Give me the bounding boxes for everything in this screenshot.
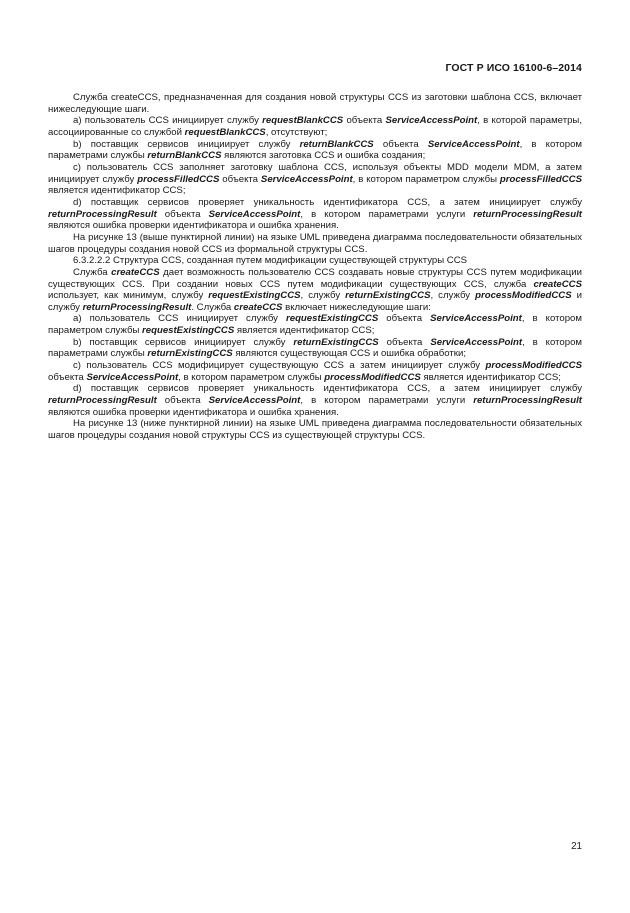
- paragraph-text: , отсутствуют;: [265, 126, 328, 138]
- paragraph-text: На рисунке 13 (ниже пунктирной линии) на языке UML приведена диаграмма последовательности обязательных шагов процедуры создания новой структуры CCS из существующей структуры CCS.: [48, 418, 582, 442]
- paragraph-text: использует, как минимум, службу: [48, 290, 209, 302]
- service-name: processModifiedCCS: [324, 371, 421, 383]
- paragraph-text: Служба createCCS, предназначенная для создания новой структуры CCS из заготовки шаблона CCS, включает нижеследующие шаги.: [48, 92, 582, 115]
- paragraph: [48, 115, 582, 138]
- paragraph-text: являются заготовка CCS и ошибка создания;: [221, 150, 426, 162]
- paragraph: [48, 267, 582, 314]
- paragraph-text: объекта: [156, 208, 209, 220]
- service-name: createCCS: [111, 266, 160, 278]
- paragraph-text: дает возможность пользователю CCS создавать новые структуры CCS путем модификации существующих CCS. При создании новых CCS путем модификации существующих CCS, служба: [48, 266, 583, 290]
- paragraph-text: объекта: [156, 395, 209, 407]
- paragraph-text: , в котором параметром службы: [48, 313, 582, 337]
- paragraph-text: d) поставщик сервисов проверяет уникальность идентификатора CCS, а затем инициирует службу: [73, 196, 582, 208]
- paragraph-text: , в котором параметрами службы: [48, 336, 582, 360]
- page-number: 21: [571, 841, 582, 852]
- paragraph-text: с) пользователь CCS заполняет заготовку шаблона CCS, используя объекты MDD модели MDM, а затем инициирует службу: [48, 161, 582, 185]
- service-name: ServiceAccessPoint: [430, 336, 523, 348]
- paragraph: [48, 255, 582, 267]
- service-name: processModifiedCCS: [485, 360, 582, 372]
- paragraph: [48, 197, 582, 232]
- paragraph-text: объекта: [378, 336, 431, 348]
- service-name: returnExistingCCS: [293, 336, 379, 348]
- service-name: returnExistingCCS: [147, 348, 233, 360]
- service-name: processModifiedCCS: [475, 290, 572, 302]
- service-name: requestExistingCCS: [208, 290, 301, 302]
- paragraph-text: , в котором параметром службы: [178, 371, 325, 383]
- paragraph-text: объекта: [378, 313, 431, 325]
- service-name: ServiceAccessPoint: [86, 371, 179, 383]
- document-body: [48, 92, 582, 442]
- paragraph: [48, 337, 582, 360]
- paragraph-text: являются ошибка проверки идентификатора и ошибка хранения.: [48, 406, 339, 418]
- paragraph-text: b) поставщик сервисов инициирует службу: [73, 336, 294, 348]
- service-name: returnBlankCCS: [299, 138, 374, 150]
- paragraph-text: , службу: [300, 290, 346, 302]
- service-name: returnProcessingResult: [48, 395, 157, 407]
- standard-id: ГОСТ Р ИСО 16100-6–2014: [445, 62, 582, 74]
- paragraph-text: объекта: [343, 115, 386, 127]
- paragraph-text: d) поставщик сервисов проверяет уникальность идентификатора CCS, а затем инициирует службу: [73, 383, 582, 395]
- document-header: [445, 62, 582, 74]
- paragraph-text: , в которой параметры, ассоциированные со службой: [48, 115, 582, 138]
- paragraph: [48, 139, 582, 162]
- service-name: createCCS: [233, 301, 283, 313]
- service-name: ServiceAccessPoint: [430, 313, 522, 325]
- paragraph-text: , в котором параметрами услуги: [300, 395, 474, 407]
- service-name: returnProcessingResult: [473, 395, 582, 407]
- paragraph-text: являются существующая CCS и ошибка обработки;: [232, 348, 466, 360]
- paragraph-text: является идентификатор CCS;: [234, 325, 375, 337]
- service-name: ServiceAccessPoint: [208, 208, 301, 220]
- service-name: processFilledCCS: [499, 173, 582, 185]
- service-name: requestBlankCCS: [184, 126, 266, 138]
- paragraph: [48, 360, 582, 383]
- paragraph-text: Служба: [73, 266, 112, 278]
- paragraph-text: является идентификатор CCS;: [420, 371, 561, 383]
- paragraph-text: является идентификатор CCS;: [48, 185, 186, 197]
- paragraph-text: объекта: [373, 138, 428, 150]
- service-name: processFilledCCS: [137, 173, 220, 185]
- paragraph-text: b) поставщик сервисов инициирует службу: [73, 138, 300, 150]
- paragraph-text: и службу: [48, 290, 582, 313]
- service-name: createCCS: [533, 278, 582, 290]
- service-name: requestExistingCCS: [286, 313, 379, 325]
- paragraph-text: с) пользователь CCS модифицирует существующую CCS а затем инициирует службу: [73, 360, 486, 372]
- service-name: returnProcessingResult: [473, 208, 582, 220]
- paragraph-text: включает нижеследующие шаги:: [282, 301, 431, 313]
- paragraph-text: являются ошибка проверки идентификатора и ошибка хранения.: [48, 220, 339, 232]
- paragraph-text: , в котором параметром службы: [352, 173, 500, 185]
- paragraph: [48, 418, 582, 441]
- paragraph-text: 6.3.2.2.2 Структура CCS, созданная путем модификации существующей структуры CCS: [73, 255, 468, 267]
- paragraph-text: а) пользователь CCS инициирует службу: [73, 313, 286, 325]
- service-name: returnBlankCCS: [147, 150, 222, 162]
- paragraph-text: объекта: [48, 371, 87, 383]
- paragraph-text: объекта: [219, 173, 261, 185]
- paragraph: [48, 162, 582, 197]
- service-name: requestExistingCCS: [142, 325, 235, 337]
- paragraph-text: . Служба: [191, 301, 234, 313]
- service-name: ServiceAccessPoint: [427, 138, 520, 150]
- paragraph-text: а) пользователь CCS инициирует службу: [73, 115, 263, 127]
- service-name: returnProcessingResult: [82, 301, 192, 313]
- paragraph-text: , в котором параметрами службы: [48, 138, 582, 162]
- paragraph: [48, 232, 582, 255]
- service-name: ServiceAccessPoint: [260, 173, 353, 185]
- paragraph: [48, 92, 582, 115]
- paragraph: [48, 313, 582, 336]
- service-name: ServiceAccessPoint: [208, 395, 301, 407]
- paragraph-text: , службу: [430, 290, 476, 302]
- paragraph-text: На рисунке 13 (выше пунктирной линии) на языке UML приведена диаграмма последовательности обязательных шагов процедуры создания новой CCS из формальной структуры CCS.: [48, 231, 582, 255]
- service-name: returnProcessingResult: [48, 208, 157, 220]
- paragraph-text: , в котором параметрами услуги: [300, 208, 474, 220]
- paragraph: [48, 383, 582, 418]
- service-name: returnExistingCCS: [345, 290, 431, 302]
- service-name: ServiceAccessPoint: [385, 115, 478, 127]
- service-name: requestBlankCCS: [262, 115, 344, 127]
